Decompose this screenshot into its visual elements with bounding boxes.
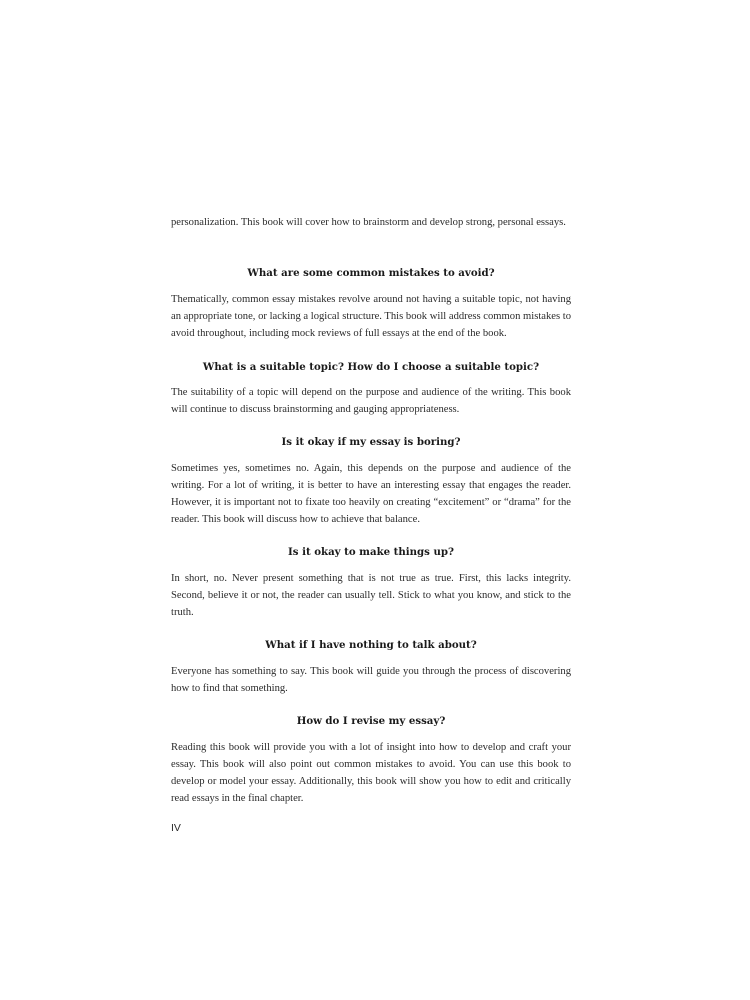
paragraph-nothing-to-talk: Everyone has something to say. This book will guide you through the process of discovering how to find that something. [171, 666, 571, 694]
paragraph-boring-essay: Sometimes yes, sometimes no. Again, this depends on the purpose and audience of the writing. For a lot of writing, it is better to have an interesting essay that engages the reader. However, it is important not to fixate too heavily on creating “excitement” or “drama” for the reader. This book will discuss how to achieve that balance. [171, 463, 571, 525]
intro-paragraph: personalization. This book will cover how to brainstorm and develop strong, personal essays. [171, 217, 566, 228]
heading-make-things-up: Is it okay to make things up? [288, 546, 454, 558]
paragraph-make-things-up: In short, no. Never present something that is not true as true. First, this lacks integrity. Second, believe it or not, the reader can usually tell. Stick to what you know, and stick to the truth. [171, 573, 571, 618]
paragraph-revise-essay: Reading this book will provide you with a lot of insight into how to develop and craft your essay. This book will also point out common mistakes to avoid. You can use this book to develop or model your essay. Additionally, this book will show you how to edit and critically read essays in the final chapter. [171, 742, 571, 804]
heading-nothing-to-talk: What if I have nothing to talk about? [265, 639, 477, 651]
heading-suitable-topic: What is a suitable topic? How do I choose a suitable topic? [202, 361, 540, 373]
heading-revise-essay: How do I revise my essay? [296, 715, 446, 727]
heading-common-mistakes: What are some common mistakes to avoid? [247, 267, 495, 279]
page-number: IV [171, 822, 181, 834]
heading-boring-essay: Is it okay if my essay is boring? [281, 436, 461, 448]
paragraph-common-mistakes: Thematically, common essay mistakes revolve around not having a suitable topic, not having an appropriate tone, or lacking a logical structure. This book will address common mistakes to avoid throughout, including mock reviews of full essays at the end of the book. [171, 294, 571, 339]
paragraph-suitable-topic: The suitability of a topic will depend on the purpose and audience of the writing. This book will continue to discuss brainstorming and gauging appropriateness. [171, 387, 571, 415]
